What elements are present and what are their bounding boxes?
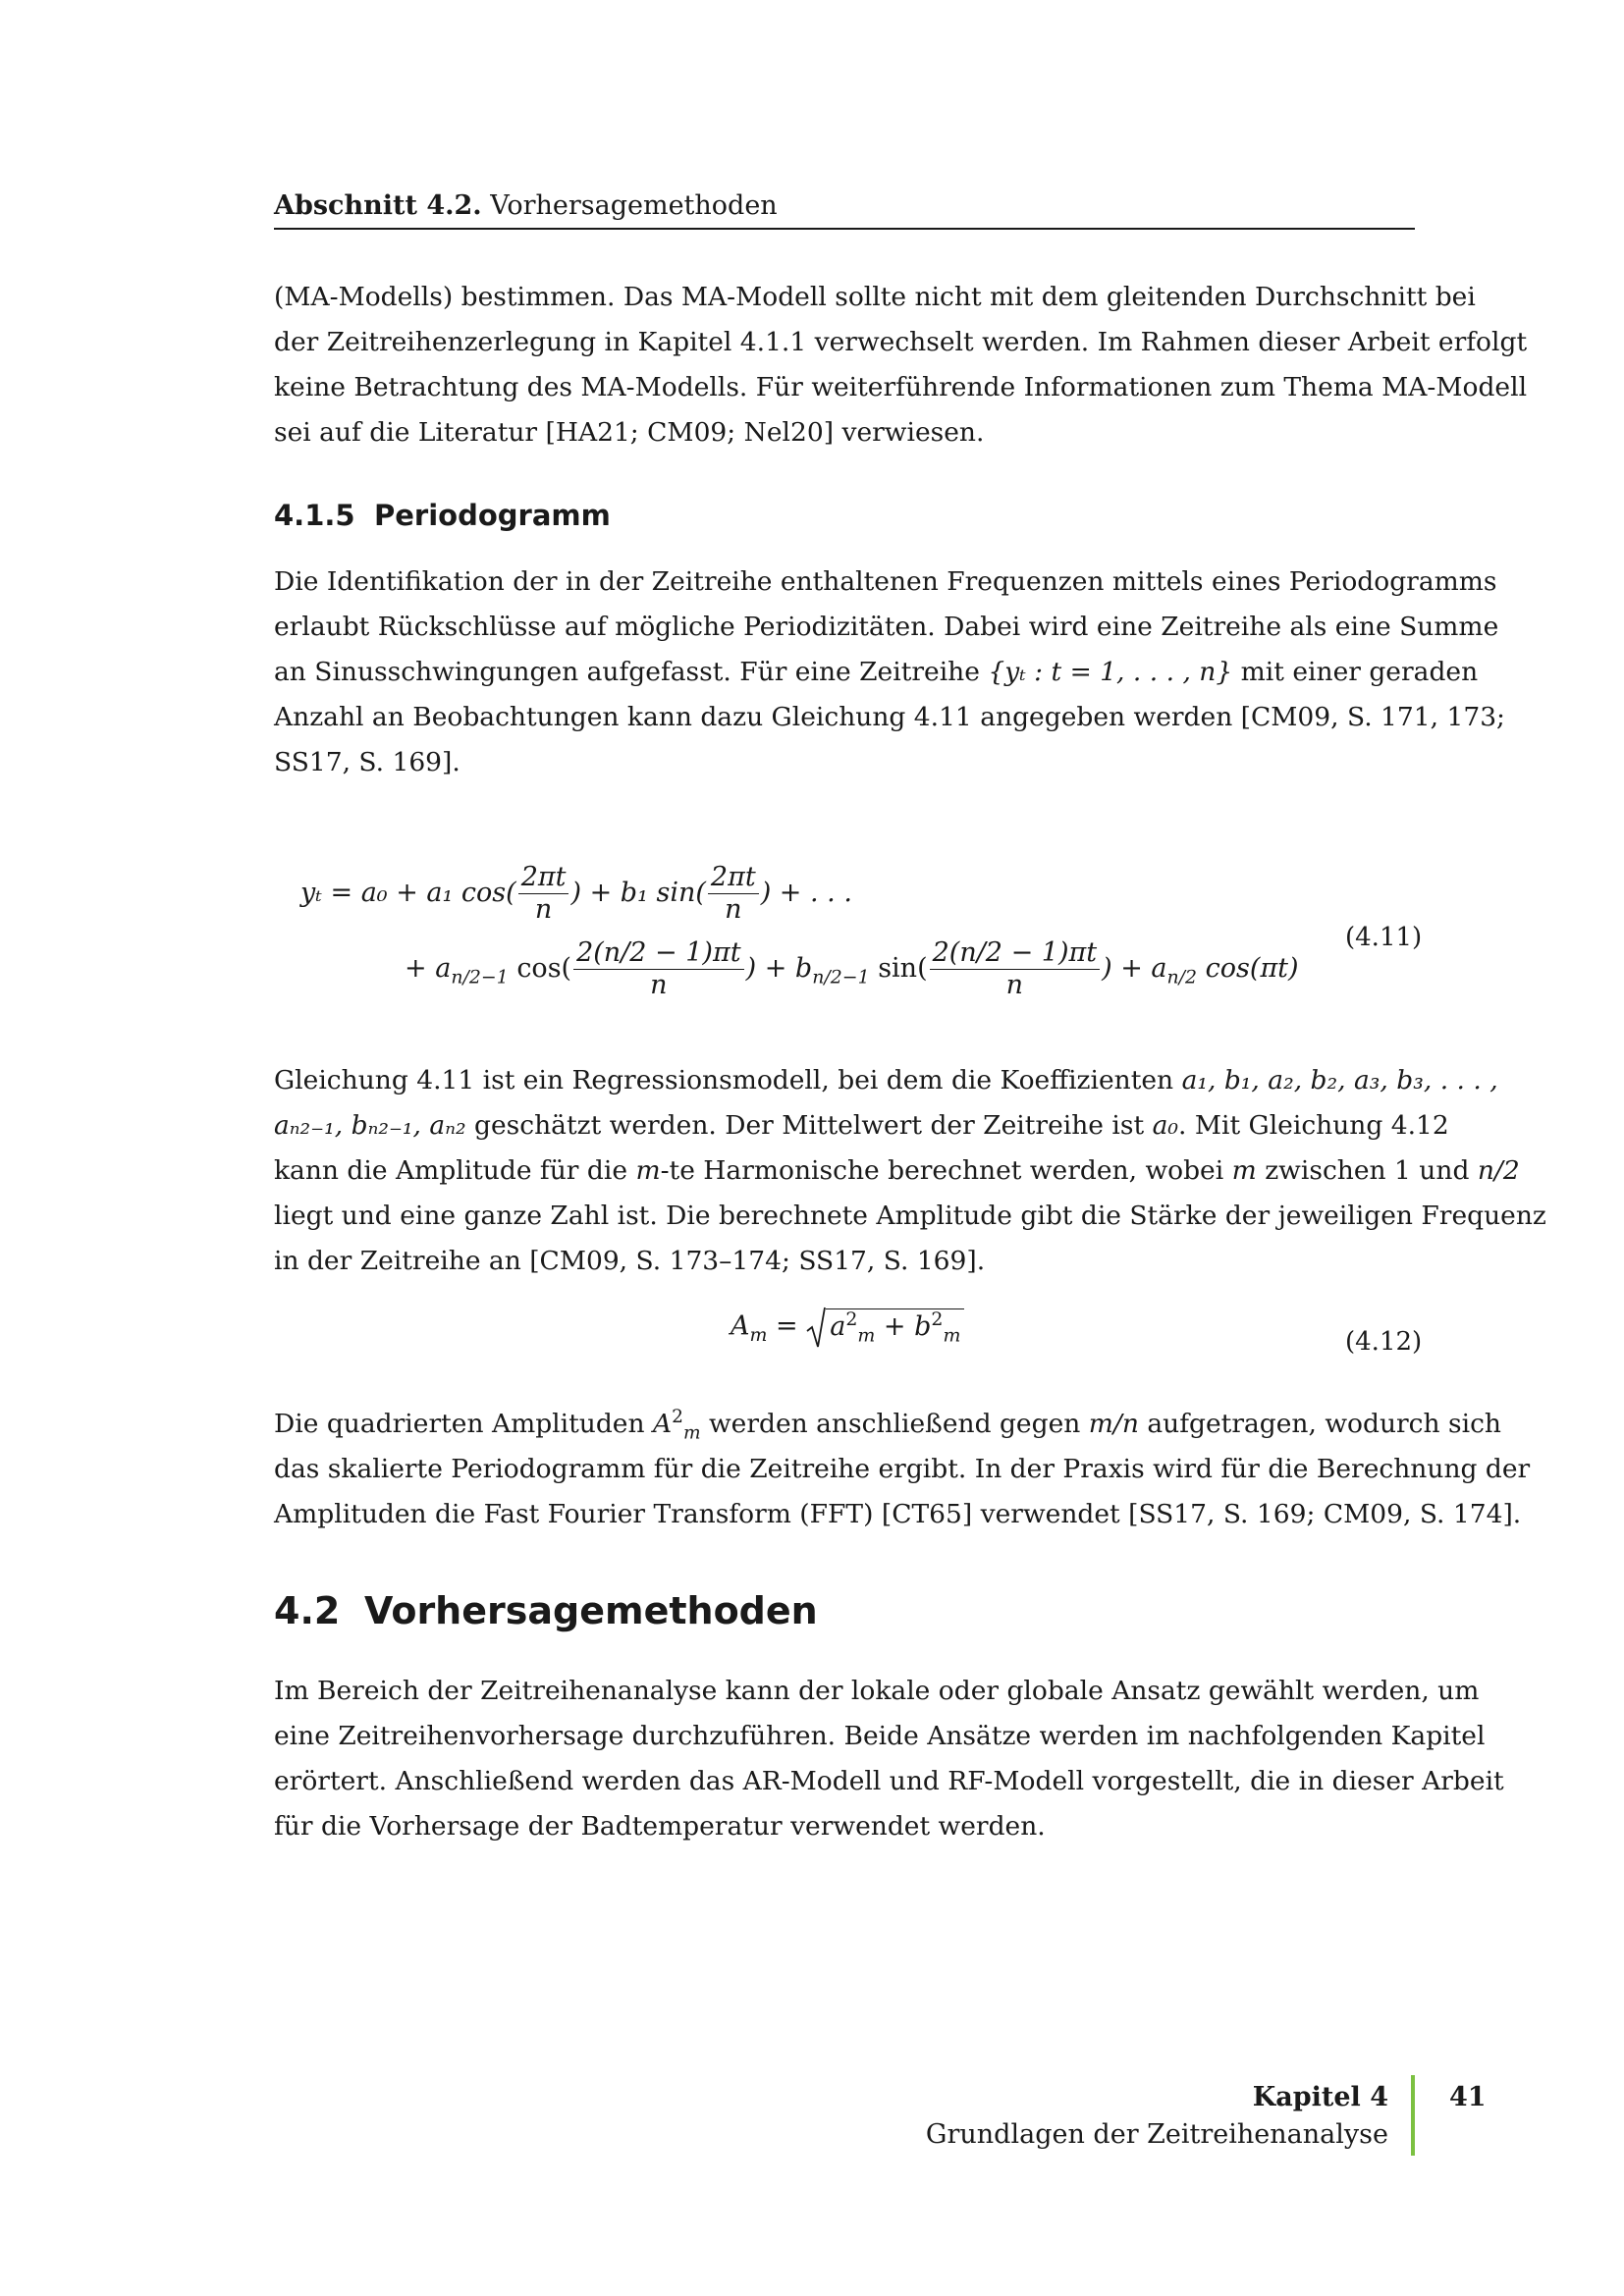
eq-term: ) + a	[1102, 953, 1167, 984]
text-line	[274, 650, 1479, 695]
text-line: erörtert. Anschließend werden das AR-Modell und RF-Modell vorgestellt, die in dieser Arbeit	[274, 1766, 1504, 1796]
text-fragment: zwischen 1 und	[1265, 1155, 1470, 1186]
eq-term: sin(	[878, 953, 928, 984]
text-line	[274, 1402, 1501, 1447]
eq-superscript: 2	[672, 1407, 683, 1428]
text-line: Anzahl an Beobachtungen kann dazu Gleichung 4.11 angegeben werden [CM09, S. 171, 173;	[274, 702, 1505, 732]
fraction	[573, 937, 743, 1001]
text-line: liegt und eine ganze Zahl ist. Die berechnete Amplitude gibt die Stärke der jeweiligen Frequenz	[274, 1201, 1546, 1231]
fraction-numerator: 2πt	[708, 862, 759, 894]
header-rule	[274, 228, 1415, 230]
paragraph-regression-model	[274, 1058, 1546, 1284]
section-title: Vorhersagemethoden	[364, 1589, 818, 1632]
text-fragment: Gleichung 4.11 ist ein Regressionsmodell, bei dem die Koeffizienten	[274, 1065, 1174, 1095]
text-line: erlaubt Rückschlüsse auf mögliche Periodizitäten. Dabei wird eine Zeitreihe als eine Summe	[274, 612, 1499, 642]
text-fragment: -te Harmonische berechnet werden, wobei	[660, 1155, 1224, 1186]
fraction-denominator: n	[1005, 970, 1024, 1000]
subsection-title: Periodogramm	[374, 499, 611, 532]
inline-math-A: A	[653, 1409, 673, 1439]
text-line	[274, 1148, 1520, 1194]
inline-math-m: m	[635, 1155, 661, 1186]
fraction-denominator: n	[650, 970, 668, 1000]
text-fragment: aufgetragen, wodurch sich	[1147, 1409, 1501, 1439]
fraction-denominator: n	[725, 894, 742, 925]
text-line: in der Zeitreihe an [CM09, S. 173–174; SS17, S. 169].	[274, 1246, 986, 1276]
eq-plus: +	[883, 1310, 906, 1342]
eq-subscript: m	[943, 1323, 961, 1346]
eq-lhs: yₜ = a₀ + a₁ cos(	[300, 878, 516, 908]
text-line: sei auf die Literatur [HA21; CM09; Nel20] verwiesen.	[274, 417, 985, 448]
eq-lhs: A	[731, 1310, 750, 1342]
footer-chapter-title: Grundlagen der Zeitreihenanalyse	[925, 2119, 1388, 2150]
text-fragment: an Sinusschwingungen aufgefasst. Für eine Zeitreihe	[274, 657, 980, 687]
header-section-label: Abschnitt 4.2.	[274, 190, 482, 221]
eq-term: cos(πt)	[1205, 953, 1299, 984]
eq-superscript: 2	[931, 1308, 944, 1330]
inline-math-a0: a₀	[1152, 1110, 1178, 1141]
eq-term: ) + b	[745, 953, 813, 984]
page-number: 41	[1449, 2082, 1487, 2112]
eq-subscript: m	[682, 1422, 701, 1444]
inline-math-coefficients: a₁, b₁, a₂, b₂, a₃, b₃, . . . ,	[1181, 1065, 1498, 1095]
eq-term: + a	[405, 953, 452, 984]
text-line	[274, 1103, 1449, 1148]
eq-term: ) + . . .	[760, 878, 852, 908]
subsection-number: 4.1.5	[274, 499, 355, 532]
header-section-title: Vorhersagemethoden	[490, 190, 778, 221]
fraction	[708, 862, 759, 926]
text-line: der Zeitreihenzerlegung in Kapitel 4.1.1 verwechselt werden. Im Rahmen dieser Arbeit erfolgt	[274, 327, 1528, 357]
text-line: eine Zeitreihenvorhersage durchzuführen. Beide Ansätze werden im nachfolgenden Kapitel	[274, 1721, 1486, 1751]
eq-subscript: n/2	[1166, 966, 1198, 988]
paragraph-forecast-methods	[274, 1669, 1504, 1849]
inline-math-time-series: {yₜ : t = 1, . . . , n}	[988, 657, 1233, 687]
paragraph-ma-model	[274, 275, 1528, 455]
fraction-numerator: 2(n/2 − 1)πt	[573, 937, 743, 970]
text-line: für die Vorhersage der Badtemperatur verwendet werden.	[274, 1811, 1046, 1842]
text-fragment: kann die Amplitude für die	[274, 1155, 628, 1186]
subsection-heading	[274, 499, 611, 532]
radical-sign-icon	[806, 1306, 826, 1349]
text-line: keine Betrachtung des MA-Modells. Für weiterführende Informationen zum Thema MA-Modell	[274, 372, 1528, 402]
eq-superscript: 2	[845, 1308, 858, 1330]
square-root	[806, 1306, 964, 1349]
eq-equals: =	[776, 1310, 798, 1342]
text-fragment: Die quadrierten Amplituden	[274, 1409, 645, 1439]
eq-subscript: n/2−1	[451, 966, 509, 988]
paragraph-squared-amplitudes	[274, 1402, 1531, 1537]
eq-subscript: m	[857, 1323, 876, 1346]
fraction	[518, 862, 569, 926]
text-line: SS17, S. 169].	[274, 747, 460, 777]
section-number: 4.2	[274, 1589, 341, 1632]
eq-subscript: m	[749, 1323, 768, 1346]
radicand	[826, 1308, 964, 1346]
fraction	[930, 937, 1100, 1001]
text-fragment: werden anschließend gegen	[708, 1409, 1081, 1439]
text-fragment: . Mit Gleichung 4.12	[1178, 1110, 1449, 1141]
section-heading	[274, 1589, 818, 1632]
running-header	[274, 188, 1415, 224]
eq-term: a	[830, 1310, 846, 1342]
inline-math-m: m	[1231, 1155, 1257, 1186]
equation-4-12	[731, 1306, 964, 1349]
text-line	[274, 1058, 1498, 1103]
footer-accent-bar	[1411, 2075, 1415, 2156]
footer-chapter	[926, 2079, 1388, 2154]
equation-number-4-12: (4.12)	[1345, 1327, 1423, 1357]
text-line: (MA-Modells) bestimmen. Das MA-Modell sollte nicht mit dem gleitenden Durchschnitt bei	[274, 282, 1476, 312]
text-line: das skalierte Periodogramm für die Zeitreihe ergibt. In der Praxis wird für die Berechnung der	[274, 1454, 1531, 1484]
fraction-numerator: 2πt	[518, 862, 569, 894]
eq-term: cos(	[516, 953, 572, 984]
inline-math-coefficients: aₙ₂₋₁, bₙ₂₋₁, aₙ₂	[274, 1110, 466, 1141]
paragraph-periodogram-intro	[274, 560, 1505, 785]
eq-term: b	[914, 1310, 932, 1342]
text-fragment: mit einer geraden	[1240, 657, 1479, 687]
eq-term: ) + b₁ sin(	[570, 878, 706, 908]
text-fragment: geschätzt werden. Der Mittelwert der Zeitreihe ist	[474, 1110, 1145, 1141]
text-line: Die Identifikation der in der Zeitreihe enthaltenen Frequenzen mittels eines Periodogramms	[274, 566, 1497, 597]
inline-math-m-over-n: m/n	[1088, 1409, 1139, 1439]
inline-math-n-half: n/2	[1477, 1155, 1520, 1186]
fraction-denominator: n	[534, 894, 553, 925]
equation-number-4-11: (4.11)	[1345, 923, 1423, 952]
footer-chapter-label: Kapitel 4	[1252, 2082, 1388, 2112]
text-line: Amplituden die Fast Fourier Transform (FFT) [CT65] verwendet [SS17, S. 169; CM09, S. 174].	[274, 1499, 1522, 1529]
text-line: Im Bereich der Zeitreihenanalyse kann der lokale oder globale Ansatz gewählt werden, um	[274, 1676, 1480, 1706]
eq-subscript: n/2−1	[812, 966, 870, 988]
equation-4-11-line2	[405, 937, 1299, 1001]
fraction-numerator: 2(n/2 − 1)πt	[930, 937, 1100, 970]
equation-4-11-line1	[300, 862, 852, 926]
